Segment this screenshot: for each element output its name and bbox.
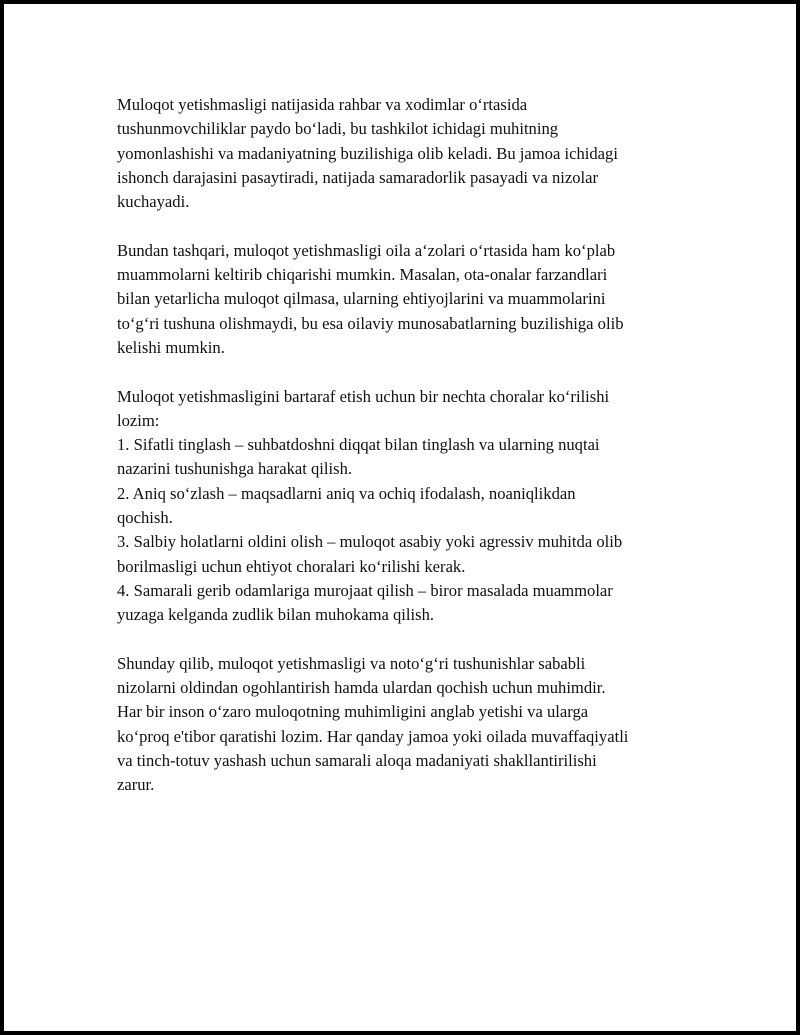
list-item-line: 2. Aniq so‘zlash – maqsadlarni aniq va ochiq ifodalash, noaniqlikdan	[117, 483, 576, 503]
text-line: nazarini tushunishga harakat qilish.	[117, 459, 353, 479]
text-line: Har bir inson o‘zaro muloqotning muhimligini anglab yetishi va ularga	[117, 702, 589, 722]
document-body	[117, 93, 707, 798]
text-line: Muloqot yetishmasligi natijasida rahbar va xodimlar o‘rtasida	[117, 95, 528, 114]
text-line: Muloqot yetishmasligini bartaraf etish uchun bir nechta choralar ko‘rilishi	[117, 386, 610, 406]
paragraph	[117, 385, 707, 628]
text-line: borilmasligi uchun ehtiyot choralari ko‘rilishi kerak.	[117, 556, 466, 576]
text-line: lozim:	[117, 410, 160, 430]
text-line: ko‘proq e'tibor qaratishi lozim. Har qanday jamoa yoki oilada muvaffaqiyatli	[117, 726, 629, 746]
text-line: kuchayadi.	[117, 192, 190, 212]
text-line: Shunday qilib, muloqot yetishmasligi va noto‘g‘ri tushunishlar sababli	[117, 653, 586, 673]
paragraph	[117, 239, 707, 360]
text-line: Bundan tashqari, muloqot yetishmasligi oila a‘zolari o‘rtasida ham ko‘plab	[117, 240, 616, 260]
text-line: qochish.	[117, 508, 173, 528]
list-item-line: 3. Salbiy holatlarni oldini olish – muloqot asabiy yoki agressiv muhitda olib	[117, 532, 623, 552]
text-line: kelishi mumkin.	[117, 337, 225, 357]
list-item-line: 1. Sifatli tinglash – suhbatdoshni diqqat bilan tinglash va ularning nuqtai	[117, 435, 600, 455]
text-line: to‘g‘ri tushuna olishmaydi, bu esa oilaviy munosabatlarning buzilishiga olib	[117, 313, 624, 333]
text-line: va tinch-totuv yashash uchun samarali aloqa madaniyati shakllantirilishi	[117, 751, 597, 771]
text-line: yomonlashishi va madaniyatning buzilishiga olib keladi. Bu jamoa ichidagi	[117, 143, 618, 163]
text-line: bilan yetarlicha muloqot qilmasa, ularning ehtiyojlarini va muammolarini	[117, 289, 606, 309]
paragraph	[117, 652, 707, 798]
text-line: nizolarni oldindan ogohlantirish hamda ulardan qochish uchun muhimdir.	[117, 678, 606, 698]
text-line: zarur.	[117, 775, 155, 795]
text-line: ishonch darajasini pasaytiradi, natijada samaradorlik pasayadi va nizolar	[117, 167, 599, 187]
paragraph	[117, 93, 707, 214]
text-line: tushunmovchiliklar paydo bo‘ladi, bu tashkilot ichidagi muhitning	[117, 119, 559, 139]
text-line: muammolarni keltirib chiqarishi mumkin. Masalan, ota-onalar farzandlari	[117, 265, 608, 285]
list-item-line: 4. Samarali gerib odamlariga murojaat qilish – biror masalada muammolar	[117, 580, 613, 600]
text-line: yuzaga kelganda zudlik bilan muhokama qilish.	[117, 605, 435, 625]
